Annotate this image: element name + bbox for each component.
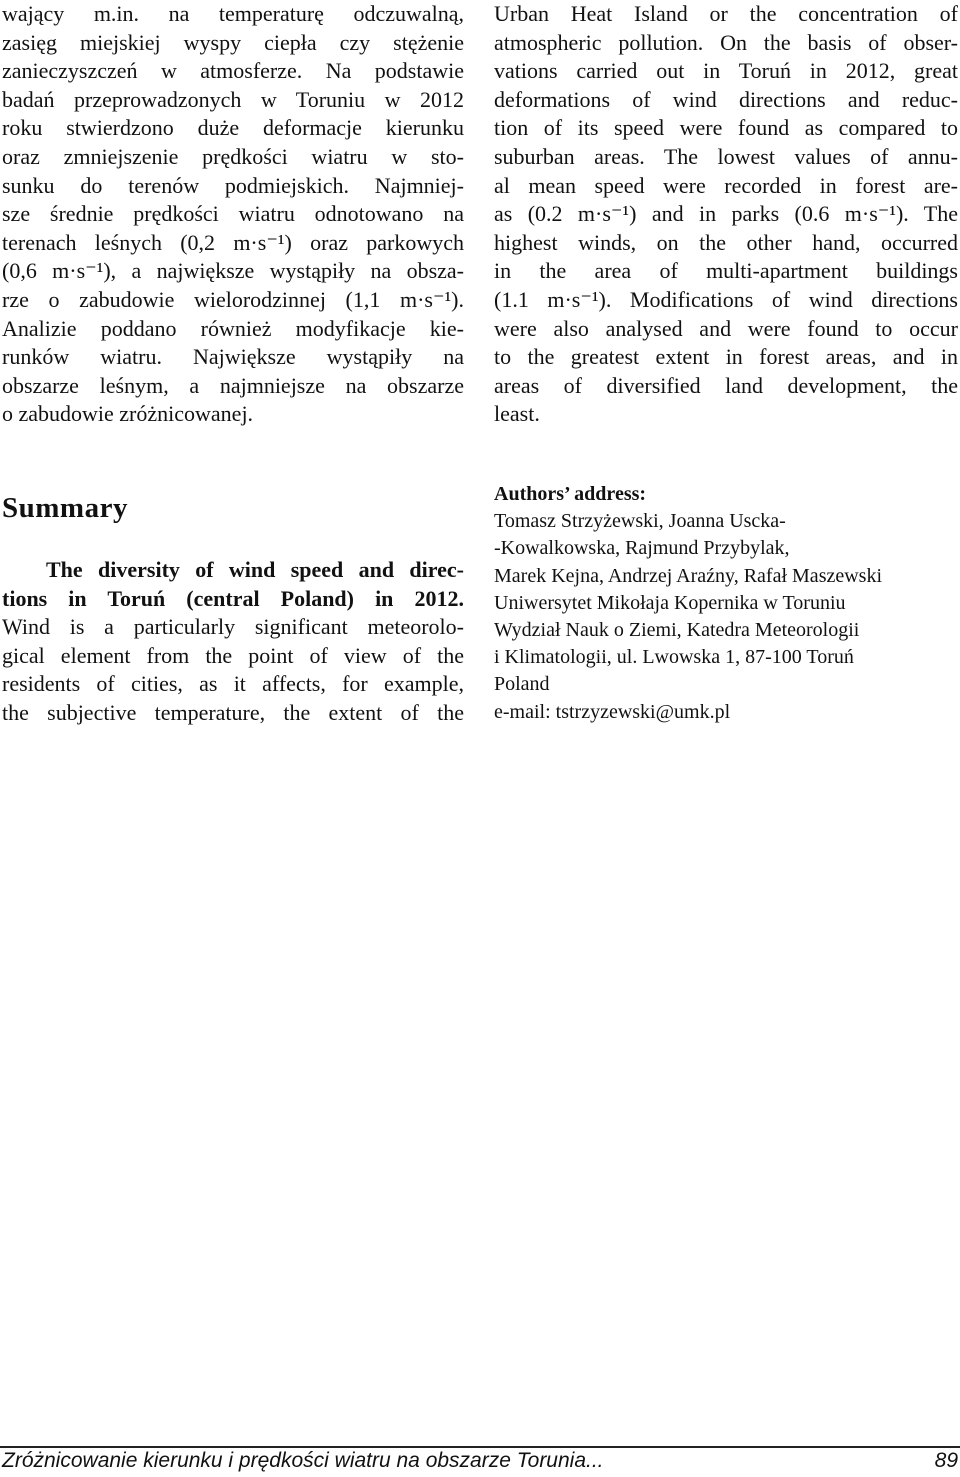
text-line: zanieczyszczeń w atmosferze. Na podstawie: [2, 58, 464, 84]
author-line: Poland: [494, 673, 550, 696]
text-line: were also analysed and were found to occur: [494, 315, 958, 341]
text-line: badań przeprowadzonych w Toruniu w 2012: [2, 86, 464, 112]
text-line: al mean speed were recorded in forest are-: [494, 172, 958, 198]
summary-title-line: The diversity of wind speed and direc-: [46, 557, 464, 582]
polish-abstract: [2, 0, 464, 429]
text-line: residents of cities, as it affects, for example,: [2, 671, 464, 697]
text-line: the subjective temperature, the extent of the: [2, 699, 464, 725]
text-line: runków wiatru. Największe wystąpiły na: [2, 344, 464, 370]
text-line: wający m.in. na temperaturę odczuwalną,: [2, 1, 464, 26]
text-line: sunku do terenów podmiejskich. Najmniej-: [2, 172, 464, 198]
author-line: Tomasz Strzyżewski, Joanna Uscka-: [494, 510, 786, 533]
text-line: obszarze leśnym, a najmniejsze na obszarze: [2, 372, 464, 398]
text-line: rze o zabudowie wielorodzinnej (1,1 m·s⁻¹).: [2, 286, 464, 312]
text-line: as (0.2 m·s⁻¹) and in parks (0.6 m·s⁻¹). The: [494, 201, 958, 227]
text-line: least.: [494, 401, 540, 427]
text-line: Wind is a particularly significant meteorolo-: [2, 614, 464, 640]
text-line: atmospheric pollution. On the basis of obser-: [494, 29, 958, 55]
author-line: Marek Kejna, Andrzej Araźny, Rafał Maszewski: [494, 564, 883, 587]
text-line: o zabudowie zróżnicowanej.: [2, 401, 254, 427]
text-line: gical element from the point of view of the: [2, 642, 464, 668]
text-line: deformations of wind directions and reduc-: [494, 86, 958, 112]
running-title: Zróżnicowanie kierunku i prędkości wiatru na obszarze Torunia...: [2, 1449, 604, 1472]
text-line: zasięg miejskiej wyspy ciepła czy stężenie: [2, 29, 464, 55]
text-line: suburban areas. The lowest values of annu-: [494, 143, 958, 169]
summary-heading: Summary: [2, 492, 128, 524]
text-line: vations carried out in Toruń in 2012, great: [494, 58, 958, 84]
text-line: Urban Heat Island or the concentration of: [494, 1, 958, 26]
email-line: e-mail: tstrzyzewski@umk.pl: [494, 700, 731, 723]
text-line: sze średnie prędkości wiatru odnotowano na: [2, 201, 464, 227]
text-line: (1.1 m·s⁻¹). Modifications of wind directions: [494, 286, 958, 312]
summary-section: [2, 556, 464, 728]
authors-label: Authors’ address:: [494, 483, 647, 505]
text-line: (0,6 m·s⁻¹), a największe wystąpiły na obsza-: [2, 258, 464, 284]
text-line: highest winds, on the other hand, occurred: [494, 229, 958, 255]
author-line: Uniwersytet Mikołaja Kopernika w Toruniu: [494, 591, 846, 614]
text-line: roku stwierdzono duże deformacje kierunku: [2, 115, 464, 141]
text-line: oraz zmniejszenie prędkości wiatru w sto-: [2, 143, 464, 169]
english-summary-continuation: [494, 0, 958, 429]
text-line: tion of its speed were found as compared to: [494, 115, 958, 141]
text-line: terenach leśnych (0,2 m·s⁻¹) oraz parkowych: [2, 229, 464, 255]
author-line: Wydział Nauk o Ziemi, Katedra Meteorologii: [494, 619, 860, 642]
page-number: 89: [934, 1449, 958, 1472]
author-line: i Klimatologii, ul. Lwowska 1, 87-100 Toruń: [494, 646, 854, 669]
summary-title-line: tions in Toruń (central Poland) in 2012.: [2, 585, 464, 611]
text-line: Analizie poddano również modyfikacje kie-: [2, 315, 464, 341]
text-line: areas of diversified land development, the: [494, 372, 958, 398]
text-line: in the area of multi-apartment buildings: [494, 258, 958, 284]
text-line: to the greatest extent in forest areas, and in: [494, 344, 958, 370]
author-line: -Kowalkowska, Rajmund Przybylak,: [494, 537, 790, 560]
authors-address: [494, 481, 958, 726]
